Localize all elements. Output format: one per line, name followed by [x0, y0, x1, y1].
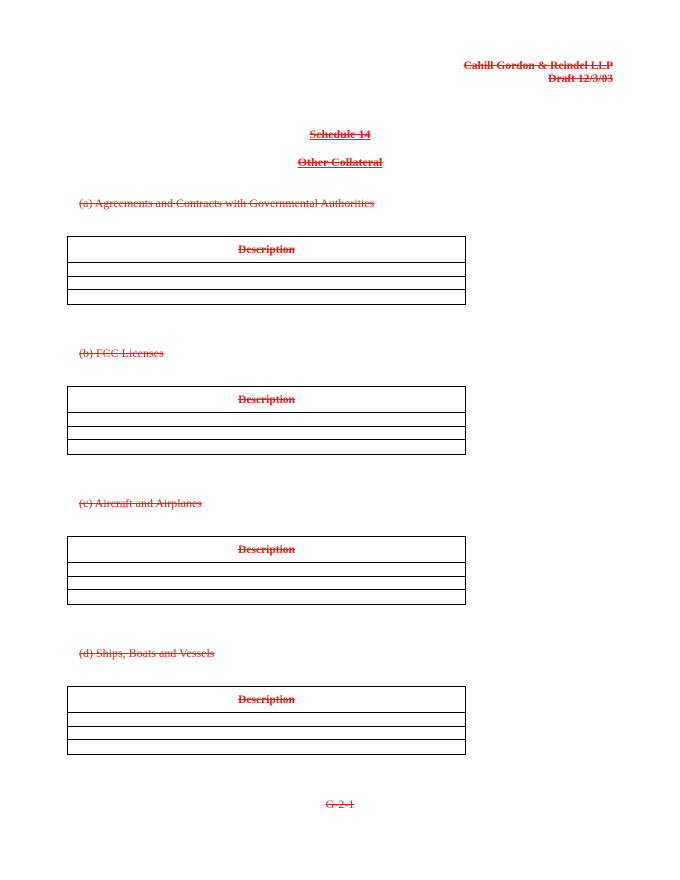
document-header	[463, 60, 613, 86]
schedule-subtitle	[0, 155, 680, 170]
schedule-title	[0, 127, 680, 142]
table-row	[68, 277, 465, 291]
table-header-label: Description	[238, 393, 295, 406]
table-row	[68, 413, 465, 427]
section-c-title: (c) Aircraft and Airplanes	[79, 496, 202, 510]
table-row	[68, 263, 465, 277]
table-row	[68, 713, 465, 727]
section-d-table	[67, 686, 466, 755]
schedule-title-text: Schedule 14	[309, 127, 371, 141]
section-a-table	[67, 236, 466, 305]
section-c-table	[67, 536, 466, 605]
table-header-label: Description	[238, 243, 295, 256]
section-d-title: (d) Ships, Boats and Vessels	[79, 646, 215, 660]
table-row	[68, 290, 465, 304]
table-row	[68, 590, 465, 604]
section-b-table	[67, 386, 466, 455]
section-a-title: (a) Agreements and Contracts with Governmental Authorities	[79, 196, 375, 210]
page-number: G-2-1	[325, 797, 355, 811]
table-row	[68, 740, 465, 754]
table-header-label: Description	[238, 693, 295, 706]
table-header-cell	[68, 687, 465, 713]
table-header-cell	[68, 537, 465, 563]
table-header-label: Description	[238, 543, 295, 556]
table-row	[68, 563, 465, 577]
table-row	[68, 427, 465, 441]
header-draft-date: Draft 12/3/03	[548, 73, 613, 85]
table-row	[68, 577, 465, 591]
table-header-cell	[68, 237, 465, 263]
schedule-subtitle-text: Other Collateral	[297, 155, 383, 169]
header-firm-name: Cahill Gordon & Reindel LLP	[463, 60, 613, 72]
table-row	[68, 440, 465, 454]
section-b-title: (b) FCC Licenses	[79, 346, 164, 360]
table-row	[68, 727, 465, 741]
table-header-cell	[68, 387, 465, 413]
